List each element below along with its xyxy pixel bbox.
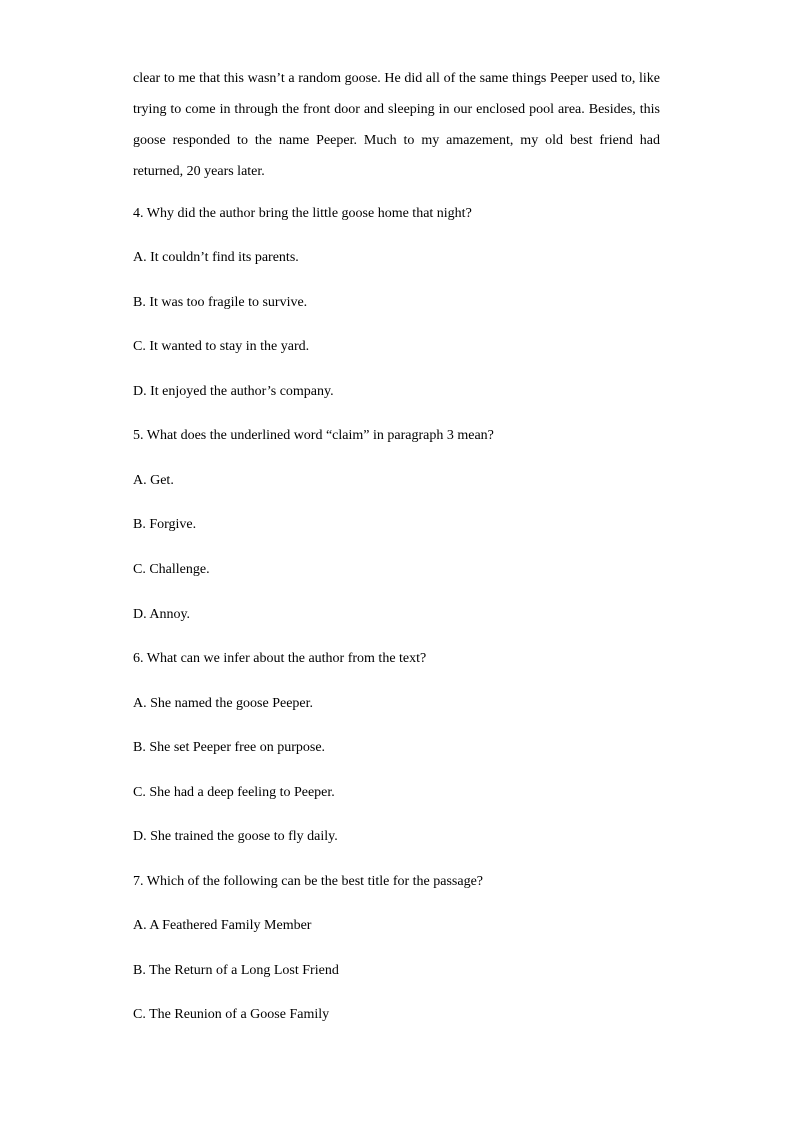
question-6-option-b: B. She set Peeper free on purpose. <box>133 740 326 755</box>
question-4-stem: 4. Why did the author bring the little goose home that night? <box>133 206 472 221</box>
question-5-option-c: C. Challenge. <box>133 562 210 577</box>
passage-line: returned, 20 years later. <box>133 164 265 179</box>
question-7-stem: 7. Which of the following can be the best title for the passage? <box>133 874 484 889</box>
question-5-option-a: A. Get. <box>133 473 174 488</box>
question-5-option-d: D. Annoy. <box>133 607 191 622</box>
question-5-stem: 5. What does the underlined word “claim” in paragraph 3 mean? <box>133 428 494 443</box>
question-7-option-c: C. The Reunion of a Goose Family <box>133 1007 330 1022</box>
passage-line: goose responded to the name Peeper. Much to my amazement, my old best friend had <box>133 133 660 148</box>
question-6-option-a: A. She named the goose Peeper. <box>133 696 314 711</box>
question-7-option-a: A. A Feathered Family Member <box>133 918 312 933</box>
question-6-stem: 6. What can we infer about the author from the text? <box>133 651 427 666</box>
question-6-option-d: D. She trained the goose to fly daily. <box>133 829 338 844</box>
question-4-option-b: B. It was too fragile to survive. <box>133 295 308 310</box>
passage-line: trying to come in through the front door and sleeping in our enclosed pool area. Besides, this <box>133 102 660 117</box>
passage-line: clear to me that this wasn’t a random goose. He did all of the same things Peeper used to, like <box>133 71 660 86</box>
question-5-option-b: B. Forgive. <box>133 517 197 532</box>
question-4-option-a: A. It couldn’t find its parents. <box>133 250 299 265</box>
question-6-option-c: C. She had a deep feeling to Peeper. <box>133 785 335 800</box>
question-4-option-d: D. It enjoyed the author’s company. <box>133 384 334 399</box>
question-4-option-c: C. It wanted to stay in the yard. <box>133 339 310 354</box>
question-7-option-b: B. The Return of a Long Lost Friend <box>133 963 339 978</box>
passage-paragraph <box>133 63 660 187</box>
